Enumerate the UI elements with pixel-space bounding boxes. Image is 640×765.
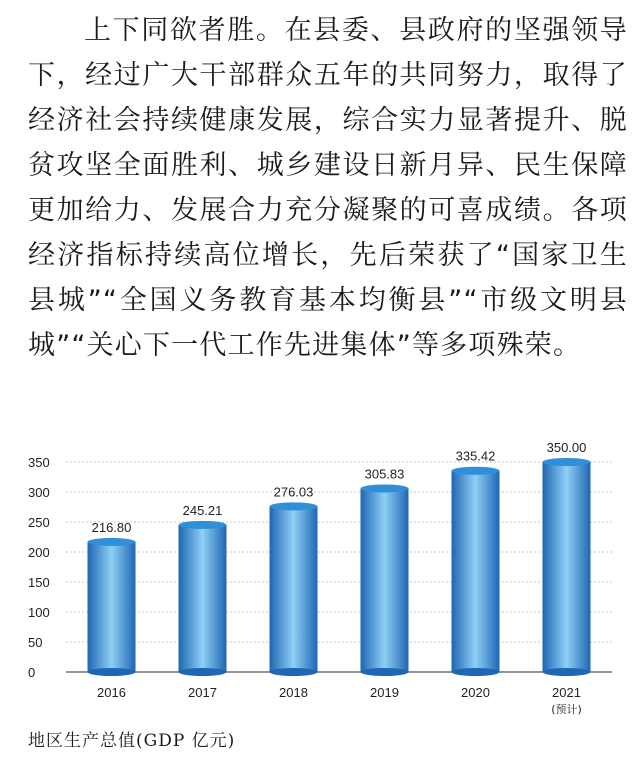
x-tick-label: 2019 [370, 685, 399, 700]
x-axis-ticks [97, 685, 582, 716]
data-label: 335.42 [455, 448, 496, 464]
bar [361, 485, 409, 676]
data-label: 245.21 [182, 502, 223, 518]
value-labels [92, 440, 587, 535]
bar [270, 502, 318, 676]
y-tick-label: 150 [28, 575, 50, 590]
bar [543, 458, 591, 676]
x-tick-label: 2020 [461, 685, 490, 700]
article-paragraph: 上下同欲者胜。在县委、县政府的坚强领导下，经过广大干部群众五年的共同努力，取得了经济社会持续健康发展，综合实力显著提升、脱贫攻坚全面胜利、城乡建设日新月异、民生保障更加给力、发展合力充分凝聚的可喜成绩。各项经济指标持续高位增长，先后荣获了“国家卫生县城”“全国义务教育基本均衡县”“市级文明县城”“关心下一代工作先进集体”等多项殊荣。 [28, 15, 628, 361]
y-axis-ticks [28, 455, 50, 680]
data-label: 276.03 [273, 484, 314, 500]
x-tick-note: (预计) [551, 703, 582, 716]
y-tick-label: 250 [28, 515, 50, 530]
data-label: 216.80 [91, 519, 132, 535]
y-tick-label: 200 [28, 545, 50, 560]
data-label: 350.00 [546, 440, 587, 455]
y-tick-label: 300 [28, 485, 50, 500]
y-tick-label: 350 [28, 455, 50, 470]
y-tick-label: 100 [28, 605, 50, 620]
x-tick-label: 2021 [552, 685, 581, 700]
data-label: 305.83 [364, 466, 405, 482]
x-tick-label: 2017 [188, 685, 217, 700]
gridlines [66, 462, 612, 672]
bar [179, 521, 227, 676]
x-tick-label: 2018 [279, 685, 308, 700]
bars [88, 458, 591, 676]
y-tick-label: 0 [28, 665, 36, 680]
bar [88, 538, 136, 676]
chart-caption: 地区生产总值(GDP 亿元) [28, 731, 236, 751]
y-tick-label: 50 [28, 635, 43, 650]
x-tick-label: 2016 [97, 685, 126, 700]
bar [452, 467, 500, 676]
